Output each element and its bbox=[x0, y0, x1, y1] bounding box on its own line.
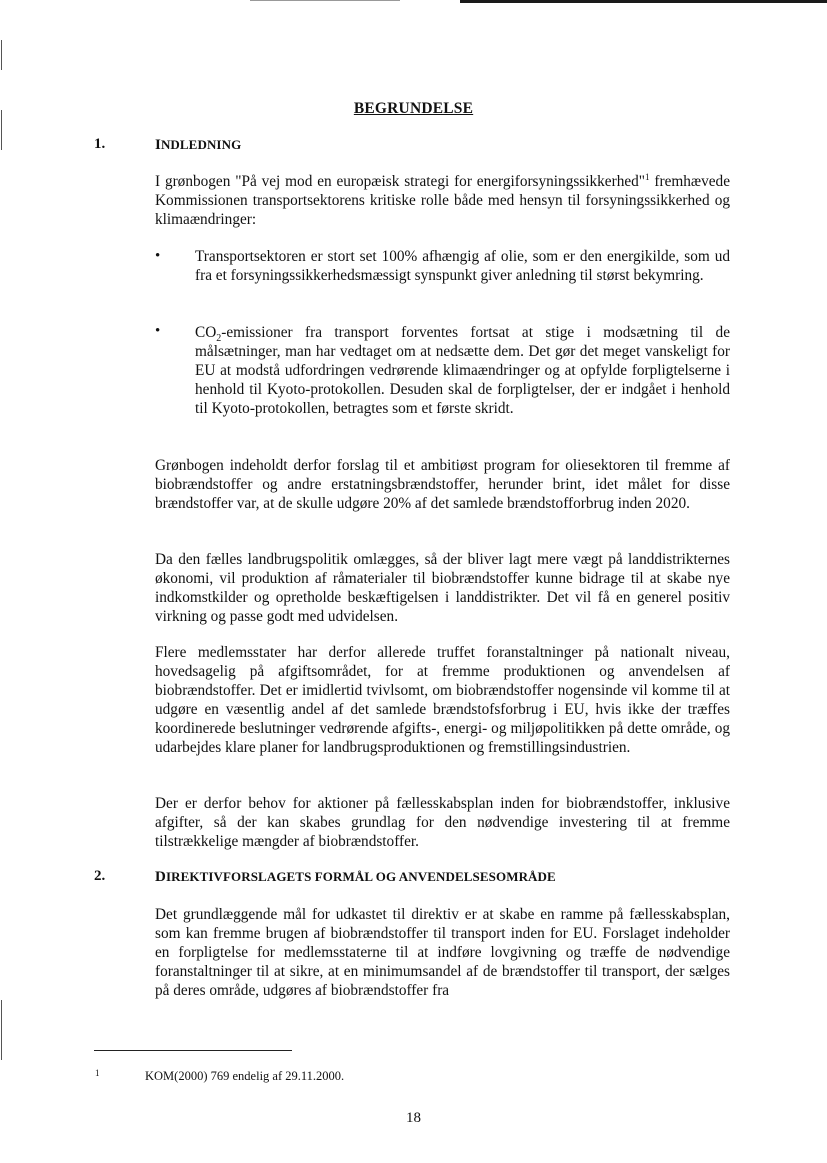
paragraph: Det grundlæggende mål for udkastet til direktiv er at skabe en ramme på fællesskabsplan, som kan fremme brugen af biobrændstoffer til transport inden for EU. Forslaget indeholder en forpligtelse for medlemsstaterne til at indføre lovgivning og træffe de nødvendige foranstaltninger til at sikre, at en minimumsandel af de brændstoffer til transport, der sælges på deres område, udgøres af biobrændstoffer fra bbox=[155, 906, 730, 999]
scan-top-border-left bbox=[250, 0, 400, 1]
scan-edge-mark bbox=[1, 1000, 2, 1060]
section-heading bbox=[155, 137, 241, 154]
footnote-ref: 1 bbox=[645, 171, 650, 182]
section-heading-rest: IREKTIVFORSLAGETS FORMÅL OG ANVENDELSESOMRÅDE bbox=[165, 869, 556, 884]
section-heading-initial: D bbox=[155, 869, 166, 885]
footnote-separator bbox=[94, 1050, 292, 1051]
paragraph: Flere medlemsstater har derfor allerede truffet foranstaltninger på nationalt niveau, hovedsagelig på afgiftsområdet, for at fremme produktionen og anvendelsen af biobrændstoffer. Det er imidlertid tvivlsomt, om biobrændstoffer nogensinde vil komme til at udgøre en væsentlig andel af det samlede brændstofsforbrug i EU, hvis ikke der træffes koordinerede beslutninger vedrørende afgifts-, energi- og miljøpolitikken på dette område, og udarbejdes klare planer for landbrugsproduktionen og fremstillingsindustrien. bbox=[155, 644, 730, 756]
section-heading-rest: NDLEDNING bbox=[160, 137, 242, 152]
paragraph: Der er derfor behov for aktioner på fællesskabsplan inden for biobrændstoffer, inklusive afgifter, så der kan skabes grundlag for den nødvendige investering til at fremme tilstrækkelige mængder af biobrændstoffer. bbox=[155, 795, 730, 850]
bullet-item: Transportsektoren er stort set 100% afhængig af olie, som er den energikilde, som ud fra et forsyningssikkerhedsmæssigt synspunkt giver anledning til størst bekymring. bbox=[195, 248, 730, 284]
bullet-marker: • bbox=[155, 248, 161, 264]
intro-text: I grønbogen "På vej mod en europæisk strategi for energiforsyningssikkerhed" bbox=[155, 173, 646, 190]
intro-text-cont: fremhævede Kommissionen transportsektorens kritiske rolle både med hensyn til forsyningssikkerhed og klimaændringer: bbox=[155, 173, 730, 228]
bullet-text: -emissioner fra transport forventes fortsat at stige i modsætning til de målsætninger, man har vedtaget om at nedsætte dem. Det gør det meget vanskeligt for EU at modstå udfordringen vedrørende klimaændringer og at opfylde forpligtelserne i henhold til Kyoto-protokollen. Desuden skal de forpligtelser, der er indgået i henhold til Kyoto-protokollen, betragtes som et første skridt. bbox=[195, 324, 730, 417]
co2-subscript: 2 bbox=[216, 333, 222, 345]
bullet-marker: • bbox=[155, 323, 161, 339]
scan-top-border bbox=[460, 0, 827, 3]
document-title: BEGRUNDELSE bbox=[353, 100, 474, 117]
paragraph bbox=[155, 172, 730, 229]
section-number: 2. bbox=[94, 868, 106, 884]
co2-prefix: CO bbox=[195, 324, 217, 341]
footnote-text: KOM(2000) 769 endelig af 29.11.2000. bbox=[145, 1069, 345, 1083]
scan-edge-mark bbox=[1, 40, 2, 70]
paragraph: Da den fælles landbrugspolitik omlægges, så der bliver lagt mere vægt på landdistrikternes økonomi, vil produktion af råmaterialer til biobrændstoffer kunne bidrage til at skabe nye indkomstkilder og opretholde beskæftigelsen i landdistrikter. Det vil få en generel positiv virkning og passe godt med udvidelsen. bbox=[155, 551, 730, 625]
page-number: 18 bbox=[406, 1110, 421, 1126]
footnote-mark: 1 bbox=[95, 1068, 100, 1078]
section-number: 1. bbox=[94, 136, 106, 152]
section-heading bbox=[155, 869, 556, 886]
paragraph: Grønbogen indeholdt derfor forslag til et ambitiøst program for oliesektoren til fremme af biobrændstoffer og andre erstatningsbrændstoffer, herunder brint, idet målet for disse brændstoffer var, at de skulle udgøre 20% af det samlede brændstofforbrug inden 2020. bbox=[155, 457, 730, 512]
section-heading-initial: I bbox=[155, 137, 161, 153]
bullet-item bbox=[195, 323, 730, 418]
